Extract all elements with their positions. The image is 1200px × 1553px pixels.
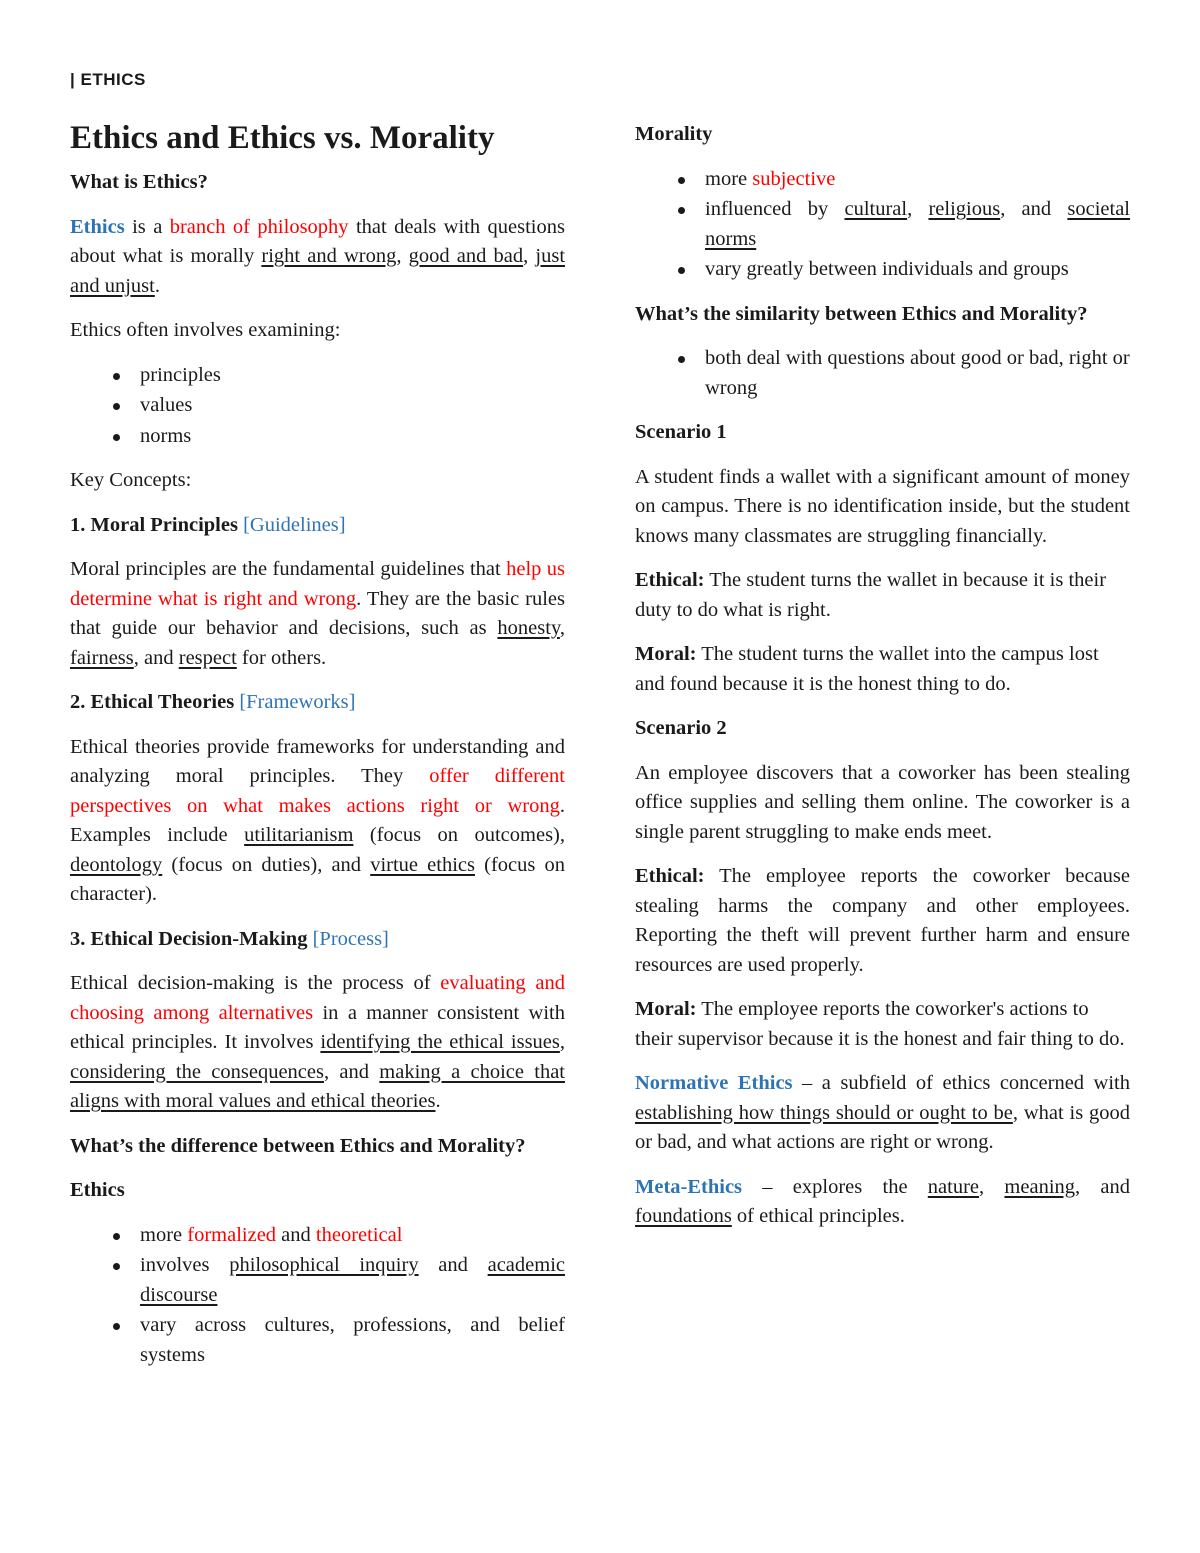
concept-3-heading (70, 925, 565, 955)
text-fragment: and (276, 1223, 316, 1246)
text-fragment: more (705, 167, 753, 190)
text-fragment: that deals with questions about what is morally (70, 215, 565, 267)
text-fragment: , (396, 245, 409, 267)
underlined-text: academic discourse (140, 1254, 565, 1306)
highlight-text: formalized (187, 1223, 277, 1246)
left-column (70, 118, 565, 1385)
text-fragment: , (559, 1031, 565, 1053)
normative-ethics-term: Normative Ethics (635, 1072, 793, 1094)
meta-ethics-definition (635, 1173, 1130, 1232)
concept-3-tag: [Process] (312, 927, 389, 950)
concept-1-heading (70, 511, 565, 541)
list-item: principles (140, 361, 565, 391)
underlined-text: establishing how things should or ought to be (635, 1101, 1013, 1124)
highlight-text: subjective (752, 167, 836, 190)
ethical-label: Ethical: (635, 865, 705, 887)
underlined-text: religious (928, 198, 1001, 220)
list-item: norms (140, 422, 565, 452)
highlight-text: evaluating and choosing among alternatives (70, 972, 566, 1024)
moral-label: Moral: (635, 643, 697, 665)
text-fragment: more (140, 1223, 188, 1246)
list-item (705, 165, 1130, 195)
morality-subheading: Morality (635, 123, 713, 145)
text-fragment: (focus on outcomes), (353, 824, 565, 846)
ethics-term: Ethics (70, 215, 125, 238)
concept-1-title: 1. Moral Principles (70, 513, 244, 536)
text-fragment: The student turns the wallet into the campus lost and found because it is the honest thing to do. (635, 643, 1099, 695)
underlined-text: philosophical inquiry (229, 1254, 419, 1276)
moral-label: Moral: (635, 998, 697, 1020)
text-fragment: The employee reports the coworker because stealing harms the company and other employees. Reporting the theft will prevent further harm and ensure resources are used properly. (635, 865, 1130, 976)
highlight-text: theoretical (315, 1223, 403, 1246)
difference-heading: What’s the difference between Ethics and Morality? (70, 1134, 526, 1157)
ethics-traits-list (70, 1221, 565, 1371)
scenario-2-moral (635, 995, 1130, 1054)
scenario-2-text: An employee discovers that a coworker has been stealing office supplies and selling them online. The coworker is a single parent struggling to make ends meet. (635, 761, 1130, 843)
underlined-text: fairness (70, 646, 134, 669)
highlight-text: help us determine what is right and wrong (70, 558, 565, 610)
morality-traits-list (635, 165, 1130, 285)
text-fragment: , (979, 1175, 1005, 1198)
text-fragment: , and (133, 646, 179, 669)
underlined-text: nature (927, 1175, 980, 1198)
ethical-label: Ethical: (635, 569, 705, 591)
concept-2-title: 2. Ethical Theories (70, 691, 240, 713)
meta-ethics-term: Meta-Ethics (635, 1175, 743, 1198)
concept-2-heading (70, 688, 565, 718)
underlined-text: utilitarianism (244, 824, 354, 846)
scenario-1-moral (635, 640, 1130, 699)
concept-2-body (70, 733, 565, 910)
highlight-text: branch of philosophy (169, 215, 349, 238)
text-fragment: – a subfield of ethics concerned with (792, 1072, 1130, 1094)
text-fragment: for others. (236, 646, 327, 669)
underlined-text: cultural (844, 198, 908, 220)
examining-intro: Ethics often involves examining: (70, 319, 341, 341)
text-fragment: , and (1075, 1175, 1130, 1198)
text-fragment: is a (124, 215, 170, 238)
underlined-text: making a choice that aligns with moral values and ethical theories (70, 1060, 565, 1112)
key-concepts-label: Key Concepts: (70, 469, 192, 491)
text-fragment: The employee reports the coworker's actions to their supervisor because it is the honest and fair thing to do. (635, 998, 1125, 1050)
text-fragment: , (907, 198, 929, 220)
underlined-text: deontology (70, 853, 163, 876)
text-fragment: . (435, 1090, 441, 1112)
underlined-text: societal norms (705, 198, 1131, 250)
underlined-text: virtue ethics (370, 853, 475, 876)
underlined-text: right and wrong (261, 245, 397, 267)
text-fragment: (focus on duties), and (162, 853, 371, 876)
list-item: values (140, 391, 565, 421)
highlight-text: offer different perspectives on what makes actions right or wrong (70, 765, 565, 817)
text-fragment: . (154, 274, 160, 297)
text-fragment: The student turns the wallet in because it is their duty to do what is right. (635, 569, 1107, 621)
text-fragment: Ethical theories provide frameworks for understanding and analyzing moral principles. They (70, 735, 565, 787)
scenario-2-heading: Scenario 2 (635, 717, 727, 739)
underlined-text: good and bad (408, 245, 524, 267)
text-fragment: influenced by (705, 198, 845, 220)
text-fragment: , (523, 245, 536, 267)
text-fragment: . They are the basic rules that guide our behavior and decisions, such as (70, 587, 566, 639)
underlined-text: respect (178, 646, 237, 669)
page-title: Ethics and Ethics vs. Morality (70, 120, 495, 156)
list-item: vary across cultures, professions, and belief systems (140, 1311, 565, 1370)
list-item (140, 1251, 565, 1310)
underlined-text: identifying the ethical issues (320, 1031, 560, 1053)
normative-ethics-definition (635, 1069, 1130, 1158)
text-fragment: , and (323, 1060, 380, 1083)
underlined-text: considering the consequences (70, 1060, 324, 1083)
similarity-list (635, 344, 1130, 403)
list-item: vary greatly between individuals and groups (705, 255, 1130, 285)
text-fragment: . Examples include (70, 794, 565, 846)
text-fragment: – explores the (742, 1175, 928, 1198)
text-fragment: , and (1000, 198, 1068, 220)
page-header: | ETHICS (70, 70, 146, 89)
concept-3-body (70, 969, 565, 1117)
text-fragment: (focus on character). (70, 853, 565, 905)
underlined-text: foundations (635, 1205, 732, 1227)
examining-list (70, 361, 565, 452)
text-fragment: Moral principles are the fundamental guidelines that (70, 558, 507, 580)
similarity-heading: What’s the similarity between Ethics and Morality? (635, 302, 1088, 325)
scenario-1-ethical (635, 566, 1130, 625)
text-fragment: , what is good or bad, and what actions are right or wrong. (635, 1101, 1130, 1153)
concept-1-body (70, 555, 565, 673)
list-item: both deal with questions about good or bad, right or wrong (705, 344, 1130, 403)
concept-2-tag: [Frameworks] (239, 691, 356, 713)
list-item (705, 195, 1130, 254)
right-column (635, 120, 1130, 1247)
ethics-definition (70, 213, 565, 302)
text-fragment: Ethical decision-making is the process of (70, 972, 441, 994)
list-item (140, 1221, 565, 1251)
what-is-ethics-heading: What is Ethics? (70, 171, 208, 193)
text-fragment: of ethical principles. (731, 1205, 905, 1227)
text-fragment: , (559, 617, 565, 639)
concept-3-title: 3. Ethical Decision-Making (70, 927, 313, 950)
underlined-text: just and unjust (70, 245, 566, 297)
scenario-2-ethical (635, 862, 1130, 980)
text-fragment: involves (140, 1254, 230, 1276)
underlined-text: honesty (497, 617, 560, 639)
underlined-text: meaning (1004, 1175, 1076, 1198)
scenario-1-heading: Scenario 1 (635, 421, 727, 443)
ethics-subheading: Ethics (70, 1179, 125, 1201)
text-fragment: in a manner consistent with ethical principles. It involves (70, 1001, 565, 1053)
text-fragment: and (418, 1254, 488, 1276)
scenario-1-text: A student finds a wallet with a significant amount of money on campus. There is no identification inside, but the student knows many classmates are struggling financially. (635, 465, 1130, 547)
concept-1-tag: [Guidelines] (243, 513, 346, 536)
